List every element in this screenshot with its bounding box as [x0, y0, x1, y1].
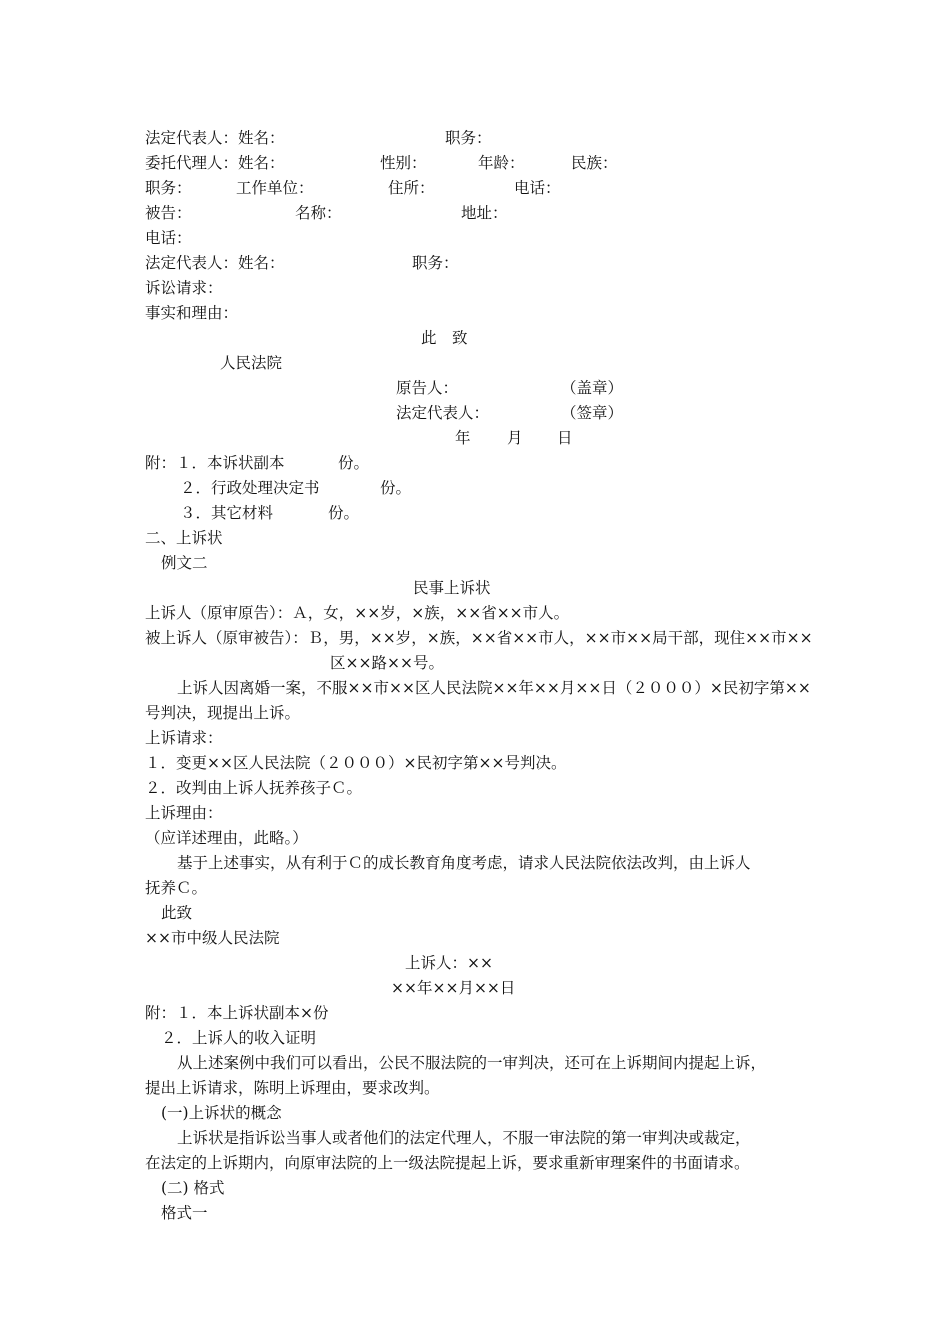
month-label: 月: [507, 429, 523, 447]
attachment-3-count: 份。: [328, 504, 360, 522]
seal-label: （盖章）: [561, 379, 624, 397]
agent-ethnicity-label: 民族：: [571, 154, 618, 172]
appeal-date: ××年××月××日: [391, 979, 516, 997]
plaintiff-label: 原告人：: [396, 379, 459, 397]
analysis-paragraph-cont: 提出上诉请求，陈明上诉理由，要求改判。: [145, 1079, 440, 1097]
agent-gender-label: 性别：: [380, 154, 427, 172]
appeal-claims-label: 上诉请求：: [145, 729, 223, 747]
appeal-attachment-1: 附：１．本上诉状副本×份: [145, 1004, 329, 1022]
legal-rep-title-label: 职务：: [445, 129, 492, 147]
format-one-label: 格式一: [161, 1204, 208, 1222]
defendant-rep-title-label: 职务：: [412, 254, 459, 272]
facts-label: 事实和理由：: [145, 304, 239, 322]
conclusion-paragraph: 基于上述事实，从有利于Ｃ的成长教育角度考虑，请求人民法院依法改判，由上诉人: [177, 854, 751, 872]
attachment-3-text: ３．其它材料: [180, 504, 274, 522]
section-heading-appeal: 二、上诉状: [145, 529, 223, 547]
appeal-salutation: 此致: [161, 904, 193, 922]
analysis-paragraph: 从上述案例中我们可以看出，公民不服法院的一审判决，还可在上诉期间内提起上诉，: [177, 1054, 767, 1072]
agent-phone-label: 电话：: [514, 179, 561, 197]
agent-address-label: 住所：: [388, 179, 435, 197]
attachment-1-text: 附：１．本诉状副本: [145, 454, 285, 472]
agent-title-label: 职务：: [145, 179, 192, 197]
claims-label: 诉讼请求：: [145, 279, 223, 297]
subheading-concept: (一)上诉状的概念: [161, 1104, 282, 1122]
defendant-rep-name-label: 法定代表人：姓名：: [145, 254, 285, 272]
conclusion-paragraph-cont: 抚养Ｃ。: [145, 879, 208, 897]
legal-rep-name-label: 法定代表人：姓名：: [145, 129, 285, 147]
defendant-phone-label: 电话：: [145, 229, 192, 247]
defendant-label: 被告：: [145, 204, 192, 222]
appeal-court-addressee: ××市中级人民法院: [145, 929, 280, 947]
attachment-2-count: 份。: [380, 479, 412, 497]
subheading-format: (二) 格式: [161, 1179, 225, 1197]
legal-rep-sign-label: 法定代表人：: [396, 404, 490, 422]
attachment-2-text: ２．行政处理决定书: [180, 479, 320, 497]
day-label: 日: [557, 429, 573, 447]
appeal-reasons-label: 上诉理由：: [145, 804, 223, 822]
document-title: 民事上诉状: [413, 579, 491, 597]
attachment-1-count: 份。: [338, 454, 370, 472]
year-label: 年: [455, 429, 471, 447]
case-statement-cont: 号判决，现提出上诉。: [145, 704, 301, 722]
agent-age-label: 年龄：: [478, 154, 525, 172]
appellee-info: 被上诉人（原审被告）：Ｂ，男，××岁，×族，××省××市人，××市××局干部，现住××市××: [145, 629, 813, 647]
concept-paragraph-cont: 在法定的上诉期内，向原审法院的上一级法院提起上诉，要求重新审理案件的书面请求。: [145, 1154, 750, 1172]
court-addressee: 人民法院: [220, 354, 283, 372]
defendant-name-label: 名称：: [295, 204, 342, 222]
defendant-address-label: 地址：: [461, 204, 508, 222]
appeal-claim-2: ２．改判由上诉人抚养孩子Ｃ。: [145, 779, 363, 797]
appellant-signature: 上诉人：××: [405, 954, 493, 972]
example-label: 例文二: [161, 554, 208, 572]
appeal-reasons-note: （应详述理由，此略。）: [145, 829, 308, 847]
appellant-info: 上诉人（原审原告）：Ａ，女，××岁，×族，××省××市人。: [145, 604, 570, 622]
signature-label: （签章）: [561, 404, 624, 422]
appellee-address: 区××路××号。: [330, 654, 444, 672]
concept-paragraph: 上诉状是指诉讼当事人或者他们的法定代理人，不服一审法院的第一审判决或裁定，: [177, 1129, 751, 1147]
case-statement: 上诉人因离婚一案，不服××市××区人民法院××年××月××日（２０００）×民初字第××: [177, 679, 811, 697]
appeal-attachment-2: ２．上诉人的收入证明: [161, 1029, 317, 1047]
agent-workplace-label: 工作单位：: [236, 179, 314, 197]
salutation: 此 致: [421, 329, 468, 347]
appeal-claim-1: １．变更××区人民法院（２０００）×民初字第××号判决。: [145, 754, 567, 772]
agent-name-label: 委托代理人：姓名：: [145, 154, 285, 172]
